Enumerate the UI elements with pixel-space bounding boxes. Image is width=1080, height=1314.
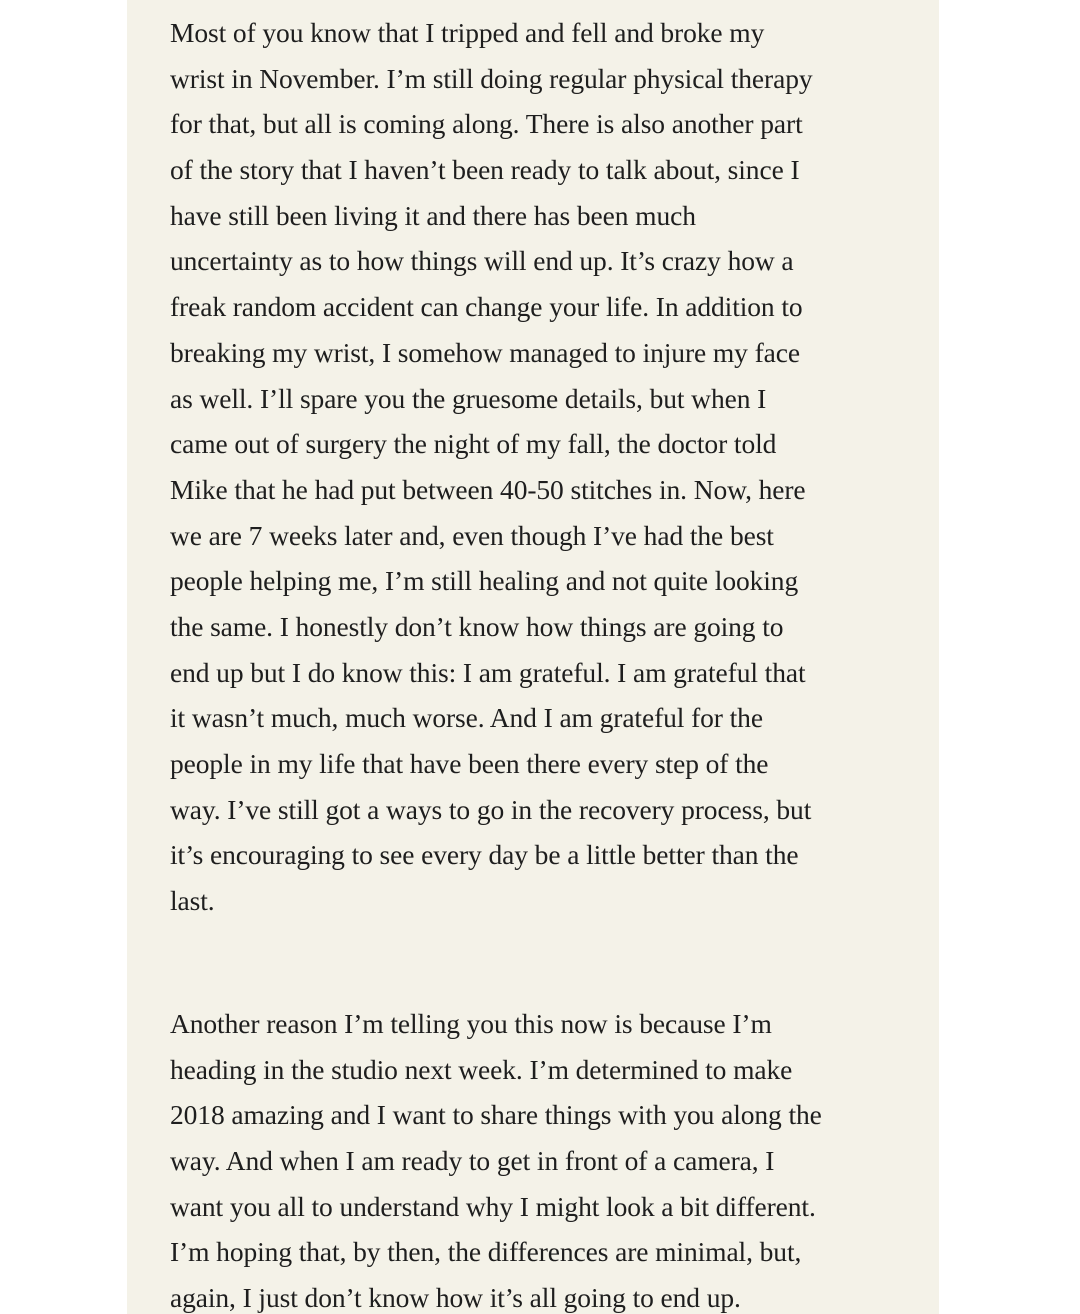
- text-line: freak random accident can change your life. In addition to: [170, 291, 803, 323]
- text-line: heading in the studio next week. I’m determined to make: [170, 1053, 793, 1085]
- text-line: wrist in November. I’m still doing regular physical therapy: [170, 62, 813, 94]
- text-line: people helping me, I’m still healing and not quite looking: [170, 565, 799, 597]
- text-line: the same. I honestly don’t know how things are going to: [170, 610, 784, 642]
- paragraph-1: [170, 10, 813, 924]
- text-line: want you all to understand why I might look a bit different.: [170, 1190, 816, 1222]
- text-line: again, I just don’t know how it’s all going to end up.: [170, 1282, 741, 1314]
- text-line: breaking my wrist, I somehow managed to injure my face: [170, 336, 800, 368]
- text-line: as well. I’ll spare you the gruesome details, but when I: [170, 382, 767, 414]
- text-line: 2018 amazing and I want to share things with you along the: [170, 1099, 822, 1131]
- text-line: way. I’ve still got a ways to go in the recovery process, but: [170, 793, 812, 825]
- text-line: Mike that he had put between 40-50 stitches in. Now, here: [170, 473, 806, 505]
- paragraph-2: [170, 1001, 822, 1314]
- text-line: end up but I do know this: I am grateful. I am grateful that: [170, 656, 806, 688]
- text-line: came out of surgery the night of my fall, the doctor told: [170, 428, 777, 460]
- text-line: it’s encouraging to see every day be a little better than the: [170, 839, 799, 871]
- text-line: it wasn’t much, much worse. And I am grateful for the: [170, 702, 763, 734]
- text-line: Another reason I’m telling you this now is because I’m: [170, 1008, 772, 1039]
- text-line: people in my life that have been there every step of the: [170, 748, 769, 779]
- text-line: of the story that I haven’t been ready to talk about, since I: [170, 154, 800, 186]
- text-line: uncertainty as to how things will end up. It’s crazy how a: [170, 245, 794, 277]
- text-line: we are 7 weeks later and, even though I’ve had the best: [170, 519, 774, 551]
- text-line: I’m hoping that, by then, the differences are minimal, but,: [170, 1236, 802, 1268]
- text-line: Most of you know that I tripped and fell and broke my: [170, 17, 765, 48]
- text-line: have still been living it and there has been much: [170, 199, 696, 231]
- text-line: for that, but all is coming along. There is also another part: [170, 108, 803, 140]
- text-line: way. And when I am ready to get in front of a camera, I: [170, 1145, 775, 1177]
- text-line: last.: [170, 885, 215, 917]
